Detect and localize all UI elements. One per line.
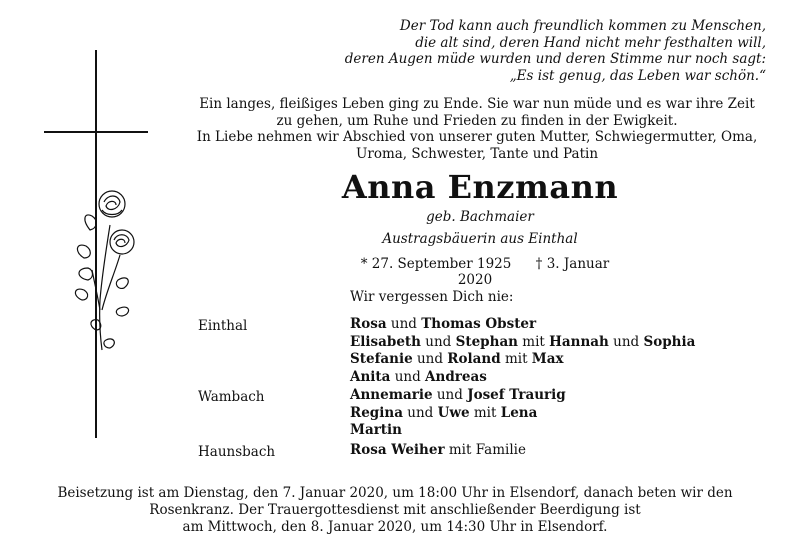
mourner-name: Stefanie — [350, 351, 413, 367]
mourner-name: Elisabeth — [350, 333, 421, 350]
deceased-name: Anna Enzmann — [341, 168, 619, 206]
family-list — [350, 387, 566, 440]
mourner-name: Regina — [350, 404, 403, 421]
family-line — [350, 351, 695, 369]
connector-text: und — [420, 333, 456, 350]
family-line — [350, 422, 566, 440]
connector-text: und — [608, 333, 644, 350]
family-line — [350, 369, 695, 387]
occupation: Austragsbäuerin aus Einthal — [382, 231, 578, 247]
family-line — [350, 387, 566, 405]
rose-bouquet-icon — [62, 180, 142, 360]
intro-line: Uroma, Schwester, Tante und Patin — [355, 145, 599, 162]
birth-date: * 27. September 1925 — [360, 256, 512, 272]
family-line — [350, 316, 695, 334]
quote-line: deren Augen müde wurden und deren Stimme nur noch sagt: — [344, 51, 766, 67]
funeral-details — [0, 485, 790, 536]
mourner-name: Rosa — [350, 316, 387, 332]
connector-text: und — [412, 351, 448, 367]
mourner-name: Thomas Obster — [421, 316, 537, 332]
connector-text: mit Familie — [444, 442, 526, 458]
mourner-name: Andreas — [425, 368, 487, 385]
mourner-name: Roland — [447, 351, 501, 367]
life-dates — [330, 256, 630, 288]
quote-line: die alt sind, deren Hand nicht mehr festhalten will, — [415, 34, 766, 51]
intro-line: Ein langes, fleißiges Leben ging zu Ende. Sie war nun müde und es war ihre Zeit — [199, 96, 755, 112]
mourner-name: Lena — [500, 404, 538, 421]
footer-line: am Mittwoch, den 8. Januar 2020, um 14:30 Uhr in Elsendorf. — [182, 519, 608, 535]
connector-text: und — [402, 404, 438, 421]
mourners-heading: Wir vergessen Dich nie: — [350, 289, 514, 305]
family-line — [350, 334, 695, 352]
intro-line: zu gehen, um Ruhe und Frieden zu finden in der Ewigkeit. — [276, 112, 678, 129]
intro-line: In Liebe nehmen wir Abschied von unserer guten Mutter, Schwiegermutter, Oma, — [196, 129, 758, 145]
mourner-name: Uwe — [437, 404, 470, 421]
place-label: Einthal — [198, 318, 248, 334]
death-date: † 3. Januar 2020 — [457, 256, 610, 288]
quote-line: „Es ist genug, das Leben war schön.“ — [509, 67, 766, 84]
connector-text: und — [432, 387, 468, 403]
mourner-name: Max — [531, 351, 564, 367]
connector-text: mit — [469, 404, 501, 421]
family-line — [350, 405, 566, 423]
connector-text: mit — [500, 351, 532, 367]
intro-text — [186, 96, 768, 162]
maiden-name: geb. Bachmaier — [426, 209, 534, 225]
mourner-name: Rosa Weiher — [350, 442, 445, 458]
footer-line: Rosenkranz. Der Trauergottesdienst mit anschließender Beerdigung ist — [149, 502, 641, 518]
mourner-name: Sophia — [643, 333, 696, 350]
mourner-name: Hannah — [549, 333, 609, 350]
family-line — [350, 442, 526, 460]
mourner-name: Anita — [350, 368, 391, 385]
connector-text: und — [390, 368, 426, 385]
opening-quote — [246, 18, 766, 84]
connector-text: und — [386, 316, 422, 332]
footer-line: Beisetzung ist am Dienstag, den 7. Januar 2020, um 18:00 Uhr in Elsendorf, danach beten wir den — [57, 485, 733, 501]
mourner-name: Josef Traurig — [467, 387, 566, 403]
family-list — [350, 442, 526, 460]
connector-text: mit — [518, 333, 550, 350]
mourner-name: Stephan — [455, 333, 519, 350]
place-label: Haunsbach — [198, 444, 276, 460]
place-label: Wambach — [198, 389, 265, 405]
quote-line: Der Tod kann auch freundlich kommen zu Menschen, — [399, 18, 766, 34]
mourner-name: Annemarie — [350, 387, 433, 403]
family-list — [350, 316, 695, 386]
mourner-name: Martin — [350, 422, 402, 438]
